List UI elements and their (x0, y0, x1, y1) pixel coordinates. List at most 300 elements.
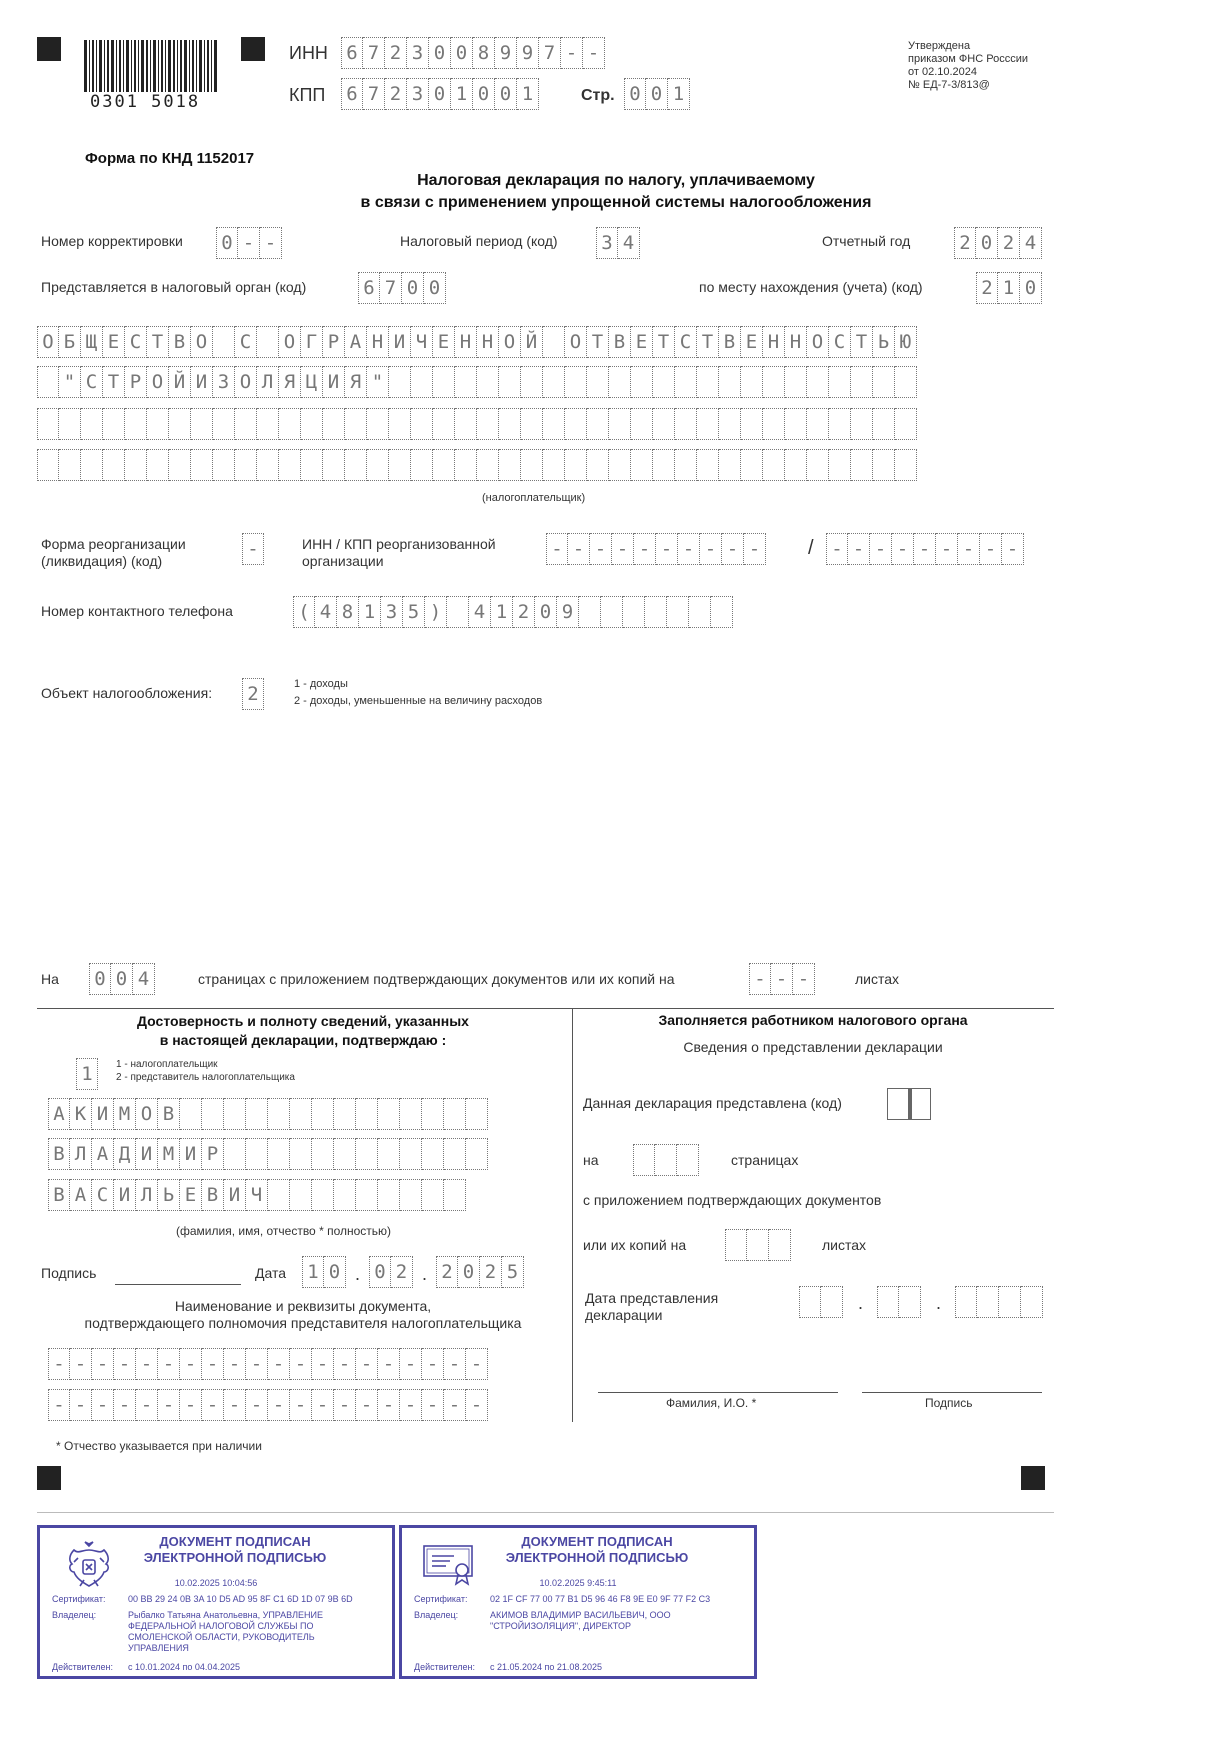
taxpayer-row-4-cell (279, 449, 301, 481)
taxpayer-row-2-cell (455, 366, 477, 398)
document-row-1-cell: - (466, 1348, 488, 1380)
surname-cells (48, 1098, 488, 1130)
phone-label: Номер контактного телефона (41, 603, 233, 619)
document-row-2-cell: - (48, 1389, 70, 1421)
document-row-2-cell: - (224, 1389, 246, 1421)
taxpayer-row-4-cell (873, 449, 895, 481)
taxpayer-row-1-cell: С (125, 326, 147, 358)
document-row-1-cell: - (400, 1348, 422, 1380)
taxpayer-row-3-cell (301, 408, 323, 440)
first-name-cells-cell: И (180, 1138, 202, 1170)
phone-cells (293, 596, 733, 628)
pages-cells-cell: 0 (89, 963, 111, 995)
inn-cells-cell: 0 (451, 37, 473, 69)
on-cells[interactable] (633, 1144, 699, 1176)
taxpayer-row-1-cell: Т (851, 326, 873, 358)
taxpayer-row-3-cell (433, 408, 455, 440)
document-row-2-cell: - (312, 1389, 334, 1421)
taxpayer-row-4-cell (499, 449, 521, 481)
pages-cells-cell: 4 (133, 963, 155, 995)
taxpayer-row-3-cell (675, 408, 697, 440)
copies-cells[interactable] (725, 1229, 791, 1261)
reorg-inn-cells-cell: - (590, 533, 612, 565)
inn-cells-cell: - (561, 37, 583, 69)
document-row-2-cell: - (70, 1389, 92, 1421)
first-name-cells-cell (356, 1138, 378, 1170)
on-cells-cell[interactable] (677, 1144, 699, 1176)
taxpayer-row-4-cell (697, 449, 719, 481)
kpp-cells-cell: 1 (517, 78, 539, 110)
taxpayer-row-4-cell (323, 449, 345, 481)
submission-day-cells[interactable] (799, 1286, 843, 1318)
document-row-2-cell: - (114, 1389, 136, 1421)
submission-year-cells-cell[interactable] (1021, 1286, 1043, 1318)
taxpayer-row-1-cell: В (169, 326, 191, 358)
taxpayer-row-1-cell: Н (367, 326, 389, 358)
taxpayer-row-4-cell (301, 449, 323, 481)
taxpayer-row-2-cell (807, 366, 829, 398)
taxpayer-row-2-cell: " (367, 366, 389, 398)
first-name-cells-cell (246, 1138, 268, 1170)
taxpayer-row-4-cell (719, 449, 741, 481)
taxpayer-row-1-cell: Г (301, 326, 323, 358)
object-cells (242, 678, 264, 710)
patronymic-cells-cell: Е (180, 1179, 202, 1211)
taxpayer-row-2-cell: " (59, 366, 81, 398)
reorg-kpp-cells-cell: - (892, 533, 914, 565)
submission-year-cells-cell[interactable] (977, 1286, 999, 1318)
registration-mark-top-middle (241, 37, 265, 61)
taxpayer-row-4-cell (81, 449, 103, 481)
kpp-cells-cell: 1 (451, 78, 473, 110)
patronymic-cells-cell: В (202, 1179, 224, 1211)
year-label: Отчетный год (822, 233, 911, 249)
taxpayer-row-4-cell (433, 449, 455, 481)
document-row-1-cell: - (422, 1348, 444, 1380)
taxpayer-row-2-cell (873, 366, 895, 398)
year-cells-cell: 4 (1020, 227, 1042, 259)
inn-cells-cell: 9 (495, 37, 517, 69)
kpp-cells-cell: 0 (473, 78, 495, 110)
taxpayer-row-3-cell (147, 408, 169, 440)
date-year-cells-cell: 5 (502, 1256, 524, 1288)
reorg-kpp-cells-cell: - (980, 533, 1002, 565)
surname-cells-cell (312, 1098, 334, 1130)
taxpayer-row-2-cell (565, 366, 587, 398)
document-row-2 (48, 1389, 488, 1421)
taxpayer-row-2-cell (675, 366, 697, 398)
object-option-1: 1 - доходы (294, 678, 348, 690)
taxpayer-row-2-cell: И (323, 366, 345, 398)
phone-cells-cell: 4 (315, 596, 337, 628)
taxpayer-row-3-cell (565, 408, 587, 440)
kpp-label: КПП (289, 85, 326, 105)
taxpayer-row-3-cell (521, 408, 543, 440)
surname-cells-cell: К (70, 1098, 92, 1130)
copies-cells-cell[interactable] (725, 1229, 747, 1261)
taxpayer-row-3-cell (191, 408, 213, 440)
authority-cells-cell: 0 (424, 272, 446, 304)
document-row-2-cell: - (334, 1389, 356, 1421)
taxpayer-row-3-cell (807, 408, 829, 440)
signature-stamp-tax-office (37, 1525, 395, 1679)
submission-year-cells[interactable] (955, 1286, 1043, 1318)
taxpayer-row-2-cell (609, 366, 631, 398)
taxpayer-row-1-cell: Т (697, 326, 719, 358)
first-name-cells-cell: И (136, 1138, 158, 1170)
kpp-cells-cell: 0 (429, 78, 451, 110)
taxpayer-row-1-cell: Т (587, 326, 609, 358)
form-title-line1: Налоговая декларация по налогу, уплачиваемому (417, 172, 815, 189)
document-row-2-cell: - (92, 1389, 114, 1421)
phone-cells-cell: 1 (359, 596, 381, 628)
signature-line[interactable] (115, 1284, 241, 1285)
year-cells-cell: 2 (998, 227, 1020, 259)
reorg-kpp-cells (826, 533, 1024, 565)
reorg-label: Форма реорганизации (ликвидация) (код) (41, 536, 186, 569)
taxpayer-row-1-cell: С (829, 326, 851, 358)
inn-cells-cell: 8 (473, 37, 495, 69)
surname-cells-cell: А (48, 1098, 70, 1130)
date-month-cells (369, 1256, 413, 1288)
tax-office-subheading: Сведения о представлении декларации (683, 1039, 943, 1055)
pages-text: страницах с приложением подтверждающих документов или их копий на (198, 971, 675, 987)
first-name-cells-cell (422, 1138, 444, 1170)
taxpayer-row-4-cell (125, 449, 147, 481)
phone-cells-cell: 3 (381, 596, 403, 628)
taxpayer-row-3-cell (719, 408, 741, 440)
taxpayer-row-4-cell (147, 449, 169, 481)
section-divider-vertical (572, 1008, 573, 1422)
first-name-cells-cell: М (158, 1138, 180, 1170)
inn-cells-cell: 6 (341, 37, 363, 69)
taxpayer-row-4-cell (565, 449, 587, 481)
taxpayer-row-3-cell (543, 408, 565, 440)
phone-cells-cell (623, 596, 645, 628)
taxpayer-row-1-cell: С (235, 326, 257, 358)
submission-dot-2: . (936, 1293, 942, 1313)
taxpayer-row-3-cell (499, 408, 521, 440)
submission-year-cells-cell[interactable] (999, 1286, 1021, 1318)
document-row-1-cell: - (158, 1348, 180, 1380)
surname-cells-cell: М (114, 1098, 136, 1130)
submitted-cells-cell[interactable] (887, 1088, 909, 1120)
officer-name-line[interactable] (598, 1392, 838, 1393)
document-row-2-cell: - (290, 1389, 312, 1421)
taxpayer-row-2-cell: Р (125, 366, 147, 398)
taxpayer-row-2-cell (477, 366, 499, 398)
page-cells-cell: 1 (668, 78, 690, 110)
taxpayer-row-3-cell (389, 408, 411, 440)
patronymic-cells-cell: И (224, 1179, 246, 1211)
document-row-2-cell: - (136, 1389, 158, 1421)
registration-mark-bottom-right (1021, 1466, 1045, 1490)
taxpayer-row-1-cell: Е (433, 326, 455, 358)
taxpayer-row-3-cell (213, 408, 235, 440)
taxpayer-row-1-cell (213, 326, 235, 358)
reorg-inn-cells-cell: - (612, 533, 634, 565)
surname-cells-cell (400, 1098, 422, 1130)
date-day-cells-cell: 1 (302, 1256, 324, 1288)
document-row-2-cell: - (180, 1389, 202, 1421)
document-row-1-cell: - (378, 1348, 400, 1380)
first-name-cells-cell: Р (202, 1138, 224, 1170)
inn-cells-cell: - (583, 37, 605, 69)
document-row-1-cell: - (444, 1348, 466, 1380)
taxpayer-row-1-cell: Е (631, 326, 653, 358)
taxpayer-row-1-cell: Т (653, 326, 675, 358)
phone-cells-cell: 2 (513, 596, 535, 628)
taxpayer-row-4-cell (59, 449, 81, 481)
first-name-cells-cell: Л (70, 1138, 92, 1170)
taxpayer-row-3-cell (455, 408, 477, 440)
submission-month-cells-cell[interactable] (899, 1286, 921, 1318)
reorg-inn-cells-cell: - (656, 533, 678, 565)
taxpayer-row-2-cell (587, 366, 609, 398)
document-row-2-cell: - (356, 1389, 378, 1421)
taxpayer-row-1-cell: В (609, 326, 631, 358)
object-label: Объект налогообложения: (41, 685, 213, 701)
surname-cells-cell (202, 1098, 224, 1130)
taxpayer-row-4-cell (785, 449, 807, 481)
stamp-2-title: ДОКУМЕНТ ПОДПИСАН ЭЛЕКТРОННОЙ ПОДПИСЬЮ (505, 1534, 689, 1565)
taxpayer-row-1-cell: В (719, 326, 741, 358)
patronymic-cells-cell: Ь (158, 1179, 180, 1211)
period-cells (596, 227, 640, 259)
officer-signature-line[interactable] (862, 1392, 1042, 1393)
footnote: * Отчество указывается при наличии (56, 1439, 262, 1453)
signer-cells-cell: 1 (76, 1058, 98, 1090)
taxpayer-row-3-cell (103, 408, 125, 440)
copies-cells-cell[interactable] (769, 1229, 791, 1261)
copies-cells-cell[interactable] (747, 1229, 769, 1261)
surname-cells-cell (268, 1098, 290, 1130)
sheets-suffix: листах (855, 971, 900, 987)
taxpayer-row-4-cell (807, 449, 829, 481)
first-name-cells-cell (312, 1138, 334, 1170)
submitted-cells-cell[interactable] (909, 1088, 931, 1120)
first-name-cells-cell: В (48, 1138, 70, 1170)
signer-cells (76, 1058, 98, 1090)
phone-cells-cell (667, 596, 689, 628)
sheets-cells-cell: - (793, 963, 815, 995)
taxpayer-row-1-cell: И (389, 326, 411, 358)
taxpayer-row-4-cell (213, 449, 235, 481)
taxpayer-row-2-cell: З (213, 366, 235, 398)
inn-cells-cell: 7 (539, 37, 561, 69)
submission-year-cells-cell[interactable] (955, 1286, 977, 1318)
kpp-cells-cell: 3 (407, 78, 429, 110)
submission-day-cells-cell[interactable] (821, 1286, 843, 1318)
year-cells (954, 227, 1042, 259)
patronymic-cells-cell: В (48, 1179, 70, 1211)
taxpayer-row-3-cell (763, 408, 785, 440)
kpp-cells-cell: 2 (385, 78, 407, 110)
first-name-cells-cell: Д (114, 1138, 136, 1170)
first-name-cells-cell (466, 1138, 488, 1170)
first-name-cells-cell (268, 1138, 290, 1170)
reorg-separator: / (808, 537, 814, 559)
patronymic-cells-cell: С (92, 1179, 114, 1211)
patronymic-cells (48, 1179, 466, 1211)
phone-cells-cell (447, 596, 469, 628)
date-year-cells-cell: 0 (458, 1256, 480, 1288)
taxpayer-row-3-cell (125, 408, 147, 440)
reorg-kpp-cells-cell: - (914, 533, 936, 565)
document-row-1-cell: - (246, 1348, 268, 1380)
patronymic-cells-cell (356, 1179, 378, 1211)
taxpayer-row-1-cell: А (345, 326, 367, 358)
taxpayer-row-2-cell (653, 366, 675, 398)
reorg-kpp-cells-cell: - (936, 533, 958, 565)
document-row-2-cell: - (158, 1389, 180, 1421)
phone-cells-cell (689, 596, 711, 628)
year-cells-cell: 2 (954, 227, 976, 259)
correction-cells (216, 227, 282, 259)
taxpayer-row-2-cell: С (81, 366, 103, 398)
taxpayer-row-3-cell (411, 408, 433, 440)
phone-cells-cell (645, 596, 667, 628)
stamp-2-cert-row: Сертификат: 02 1F CF 77 00 77 B1 D5 96 46 F8 9E E0 9F 77 F2 C3 (414, 1594, 711, 1604)
form-title-line2: в связи с применением упрощенной системы налогообложения (360, 194, 872, 211)
taxpayer-row-2-cell: Й (169, 366, 191, 398)
taxpayer-row-3-cell (169, 408, 191, 440)
sheets-label: листах (822, 1237, 867, 1253)
taxpayer-row-3-cell (697, 408, 719, 440)
taxpayer-row-1-cell: О (191, 326, 213, 358)
document-row-1-cell: - (92, 1348, 114, 1380)
taxpayer-row-2-cell (411, 366, 433, 398)
document-caption: Наименование и реквизиты документа, подтверждающего полномочия представителя налогоплательщика (84, 1298, 522, 1331)
document-row-1-cell: - (334, 1348, 356, 1380)
pages-prefix: На (41, 971, 59, 987)
taxpayer-row-3-cell (279, 408, 301, 440)
taxpayer-row-1-cell: Й (521, 326, 543, 358)
patronymic-cells-cell: Л (136, 1179, 158, 1211)
taxpayer-row-4-cell (609, 449, 631, 481)
patronymic-cells-cell (444, 1179, 466, 1211)
document-row-2-cell: - (378, 1389, 400, 1421)
taxpayer-row-3-cell (59, 408, 81, 440)
phone-cells-cell: ( (293, 596, 315, 628)
first-name-cells-cell (378, 1138, 400, 1170)
patronymic-cells-cell (334, 1179, 356, 1211)
submission-month-cells[interactable] (877, 1286, 921, 1318)
taxpayer-row-2-cell (829, 366, 851, 398)
reorg-inn-cells-cell: - (546, 533, 568, 565)
reorg-inn-label: ИНН / КПП реорганизованной организации (302, 536, 496, 569)
taxpayer-row-1-cell: Н (455, 326, 477, 358)
location-cells-cell: 1 (998, 272, 1020, 304)
barcode (84, 40, 220, 96)
taxpayer-row-2-cell: Я (279, 366, 301, 398)
taxpayer-row-4-cell (895, 449, 917, 481)
taxpayer-row-1-cell (543, 326, 565, 358)
taxpayer-row-3-cell (631, 408, 653, 440)
on-cells-cell[interactable] (633, 1144, 655, 1176)
reorg-kpp-cells-cell: - (848, 533, 870, 565)
reorg-inn-cells-cell: - (568, 533, 590, 565)
reorg-kpp-cells-cell: - (958, 533, 980, 565)
surname-cells-cell: О (136, 1098, 158, 1130)
document-row-2-cell: - (246, 1389, 268, 1421)
cut-line (37, 1512, 1054, 1513)
document-row-1-cell: - (268, 1348, 290, 1380)
first-name-cells-cell (444, 1138, 466, 1170)
submitted-cells[interactable] (887, 1088, 931, 1120)
signature-stamp-taxpayer (399, 1525, 757, 1679)
correction-cells-cell: - (238, 227, 260, 259)
taxpayer-row-2 (37, 366, 917, 398)
authority-cells-cell: 0 (402, 272, 424, 304)
inn-cells-cell: 9 (517, 37, 539, 69)
first-name-cells-cell (334, 1138, 356, 1170)
stamp-1-cert-row: Сертификат: 00 BB 29 24 0B 3A 10 D5 AD 95 8F C1 6D 1D 07 9B 6D (52, 1594, 353, 1604)
submission-day-cells-cell[interactable] (799, 1286, 821, 1318)
inn-cells-cell: 7 (363, 37, 385, 69)
correction-cells-cell: - (260, 227, 282, 259)
kpp-cells (341, 78, 539, 110)
phone-cells-cell: 0 (535, 596, 557, 628)
document-row-1-cell: - (356, 1348, 378, 1380)
taxpayer-row-1-cell: О (279, 326, 301, 358)
surname-cells-cell (378, 1098, 400, 1130)
barcode-number: 0301 5018 (90, 92, 201, 112)
kpp-cells-cell: 7 (363, 78, 385, 110)
patronymic-cells-cell: Ч (246, 1179, 268, 1211)
reorg-kpp-cells-cell: - (1002, 533, 1024, 565)
stamp-1-owner-row: Владелец: Рыбалко Татьяна Анатольевна, УПРАВЛЕНИЕ ФЕДЕРАЛЬНОЙ НАЛОГОВОЙ СЛУЖБЫ ПО СМОЛЕНСКОЙ ОБЛАСТИ, РУКОВОДИТЕЛЬ УПРАВЛЕНИЯ (52, 1610, 323, 1653)
document-row-1-cell: - (70, 1348, 92, 1380)
taxpayer-row-1-cell: Р (323, 326, 345, 358)
taxpayer-row-2-cell: Т (103, 366, 125, 398)
taxpayer-row-1-cell: Ь (873, 326, 895, 358)
surname-cells-cell: И (92, 1098, 114, 1130)
pages-cells-cell: 0 (111, 963, 133, 995)
taxpayer-row-1-cell: О (565, 326, 587, 358)
taxpayer-row-3-cell (81, 408, 103, 440)
phone-cells-cell: 8 (337, 596, 359, 628)
taxpayer-row-3-cell (851, 408, 873, 440)
taxpayer-row-2-cell: О (147, 366, 169, 398)
reorg-kpp-cells-cell: - (870, 533, 892, 565)
sheets-cells-cell: - (771, 963, 793, 995)
copies-label: или их копий на (583, 1237, 687, 1253)
taxpayer-row-1-cell: Е (103, 326, 125, 358)
first-name-cells (48, 1138, 488, 1170)
taxpayer-row-2-cell (895, 366, 917, 398)
taxpayer-row-1-cell: Е (741, 326, 763, 358)
document-row-2-cell: - (202, 1389, 224, 1421)
taxpayer-row-2-cell (697, 366, 719, 398)
taxpayer-row-3-cell (653, 408, 675, 440)
location-cells (976, 272, 1042, 304)
taxpayer-row-3-cell (609, 408, 631, 440)
page-cells-cell: 0 (646, 78, 668, 110)
on-cells-cell[interactable] (655, 1144, 677, 1176)
reorg-inn-cells-cell: - (678, 533, 700, 565)
signer-options: 1 - налогоплательщик 2 - представитель налогоплательщика (116, 1059, 295, 1083)
taxpayer-row-4-cell (389, 449, 411, 481)
stamp-1-valid-row: Действителен: с 10.01.2024 по 04.04.2025 (52, 1662, 240, 1672)
date-month-cells-cell: 0 (369, 1256, 391, 1288)
date-label: Дата (255, 1265, 287, 1281)
officer-signature-caption: Подпись (925, 1396, 973, 1410)
correction-label: Номер корректировки (41, 233, 183, 249)
inn-label: ИНН (289, 43, 328, 63)
submission-month-cells-cell[interactable] (877, 1286, 899, 1318)
surname-cells-cell (246, 1098, 268, 1130)
